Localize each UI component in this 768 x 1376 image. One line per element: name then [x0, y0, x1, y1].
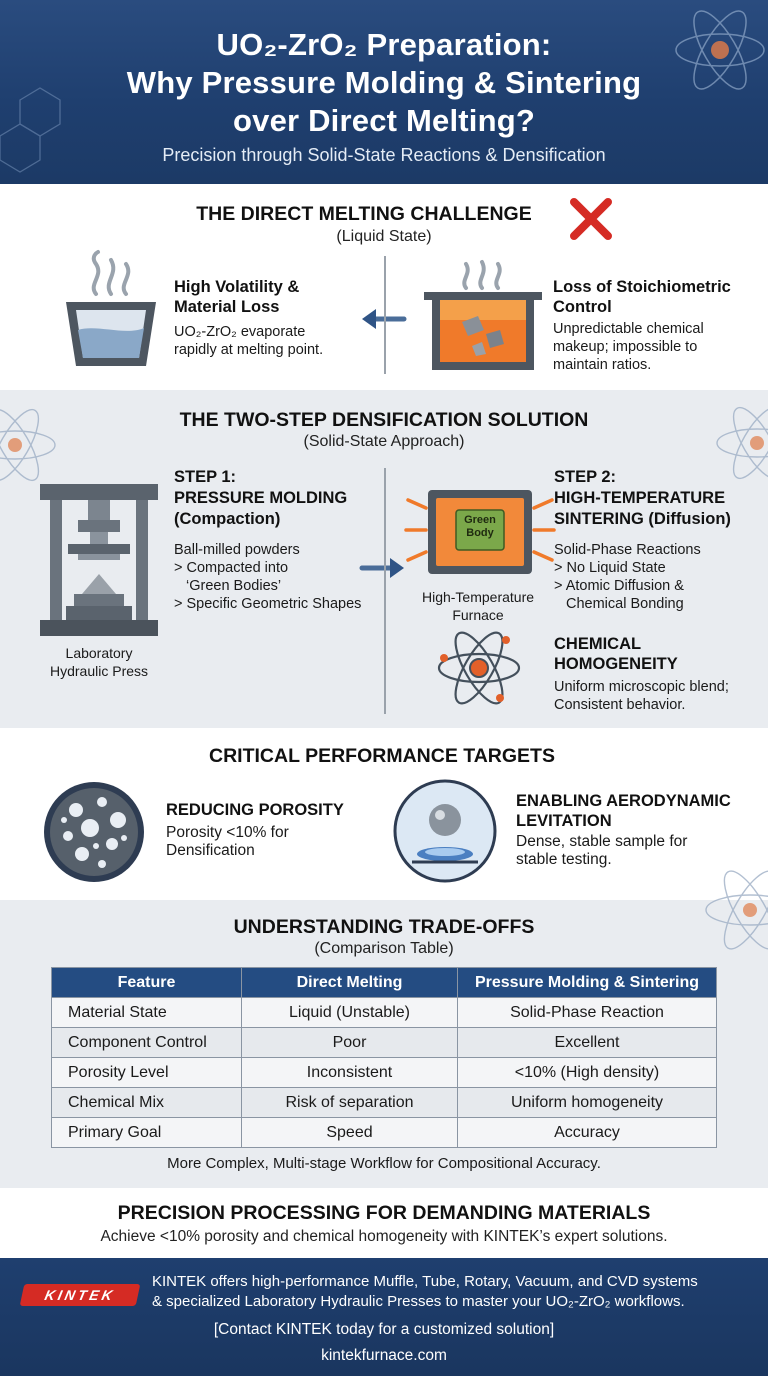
step1-text: Ball-milled powders > Compacted into ‘Green Bodies’ > Specific Geometric Shapes	[174, 542, 362, 612]
right-arrow-icon	[360, 556, 406, 580]
two-step-solution-section	[0, 390, 768, 728]
solution-subtitle: (Solid-State Approach)	[303, 433, 465, 450]
table-row	[52, 998, 717, 1028]
tradeoffs-title: UNDERSTANDING TRADE-OFFS	[233, 916, 535, 938]
table-cell: Component Control	[52, 1028, 242, 1058]
tradeoffs-subtitle: (Comparison Table)	[314, 940, 454, 957]
challenge-divider	[384, 256, 386, 374]
green-body-label: Green Body	[464, 514, 496, 539]
direct-melting-section	[0, 184, 768, 390]
table-cell: <10% (High density)	[458, 1058, 717, 1088]
step2-text: Solid-Phase Reactions > No Liquid State > Atomic Diffusion & Chemical Bonding	[554, 542, 701, 612]
solution-divider	[384, 468, 386, 714]
hydraulic-press-icon	[38, 482, 160, 638]
table-cell: Uniform homogeneity	[458, 1088, 717, 1118]
precision-text: Achieve <10% porosity and chemical homogeneity with KINTEK’s expert solutions.	[100, 1228, 668, 1245]
kintek-logo: KINTEK	[20, 1284, 141, 1306]
porosity-text: Porosity <10% for Densification	[166, 824, 289, 859]
workflow-note: More Complex, Multi-stage Workflow for Compositional Accuracy.	[167, 1155, 601, 1172]
table-cell: Risk of separation	[242, 1088, 458, 1118]
title-line-3: over Direct Melting?	[233, 103, 535, 138]
homogeneity-text: Uniform microscopic blend; Consistent behavior.	[554, 679, 729, 713]
porous-material-icon	[42, 780, 146, 884]
table-cell: Accuracy	[458, 1118, 717, 1148]
molten-crucible-icon	[420, 258, 546, 378]
table-cell: Material State	[52, 998, 242, 1028]
table-cell: Chemical Mix	[52, 1088, 242, 1118]
table-cell: Inconsistent	[242, 1058, 458, 1088]
precision-section	[0, 1188, 768, 1258]
table-row	[52, 1058, 717, 1088]
website-link[interactable]: kintekfurnace.com	[321, 1347, 447, 1364]
title-line-2: Why Pressure Molding & Sintering	[126, 65, 642, 100]
porosity-heading: REDUCING POROSITY	[166, 801, 344, 819]
levitation-heading: ENABLING AERODYNAMIC LEVITATION	[516, 792, 731, 830]
table-row	[52, 1118, 717, 1148]
volatility-text: UO₂-ZrO₂ evaporate rapidly at melting point.	[174, 324, 324, 358]
table-cell: Solid-Phase Reaction	[458, 998, 717, 1028]
table-row	[52, 1088, 717, 1118]
left-arrow-icon	[360, 306, 406, 332]
step1-heading: STEP 1: PRESSURE MOLDING (Compaction)	[174, 468, 348, 528]
challenge-subtitle: (Liquid State)	[336, 228, 432, 245]
page-subtitle: Precision through Solid-State Reactions & Densification	[162, 145, 606, 165]
table-cell: Liquid (Unstable)	[242, 998, 458, 1028]
table-row	[52, 1028, 717, 1058]
step2-heading: STEP 2: HIGH-TEMPERATURE SINTERING (Diffusion)	[554, 468, 731, 528]
table-cell: Excellent	[458, 1028, 717, 1058]
challenge-title: THE DIRECT MELTING CHALLENGE	[196, 203, 532, 225]
solution-title: THE TWO-STEP DENSIFICATION SOLUTION	[179, 409, 589, 431]
footer-banner	[0, 1258, 768, 1376]
precision-title: PRECISION PROCESSING FOR DEMANDING MATERIALS	[117, 1202, 651, 1224]
table-cell: Primary Goal	[52, 1118, 242, 1148]
volatility-heading: High Volatility & Material Loss	[174, 278, 300, 316]
page-title	[0, 26, 768, 140]
title-line-1: UO₂-ZrO₂ Preparation:	[216, 27, 552, 62]
comparison-table	[51, 967, 717, 1148]
table-header-cell: Feature	[52, 968, 242, 998]
press-caption: Laboratory Hydraulic Press	[49, 645, 149, 679]
atom-icon	[434, 628, 524, 708]
levitation-text: Dense, stable sample for stable testing.	[516, 833, 688, 868]
table-header-cell: Direct Melting	[242, 968, 458, 998]
furnace-caption: High-Temperature Furnace	[421, 589, 535, 623]
evaporating-crucible-icon	[56, 250, 166, 370]
table-header-row	[52, 968, 717, 998]
performance-targets-section	[0, 728, 768, 900]
contact-cta[interactable]: [Contact KINTEK today for a customized solution]	[213, 1321, 555, 1338]
table-cell: Poor	[242, 1028, 458, 1058]
targets-title: CRITICAL PERFORMANCE TARGETS	[209, 745, 555, 767]
tradeoffs-section	[0, 900, 768, 1188]
table-header-cell: Pressure Molding & Sintering	[458, 968, 717, 998]
footer-text: KINTEK offers high-performance Muffle, Tube, Rotary, Vacuum, and CVD systems & specialized Laboratory Hydraulic Presses to master your UO₂-ZrO₂ workflows.	[152, 1273, 698, 1310]
table-cell: Speed	[242, 1118, 458, 1148]
table-cell: Porosity Level	[52, 1058, 242, 1088]
stoichiometric-heading: Loss of Stoichiometric Control	[553, 278, 731, 316]
stoichiometric-text: Unpredictable chemical makeup; impossible to maintain ratios.	[553, 321, 704, 373]
homogeneity-heading: CHEMICAL HOMOGENEITY	[554, 635, 678, 673]
header-banner	[0, 0, 768, 184]
levitation-icon	[392, 778, 498, 884]
